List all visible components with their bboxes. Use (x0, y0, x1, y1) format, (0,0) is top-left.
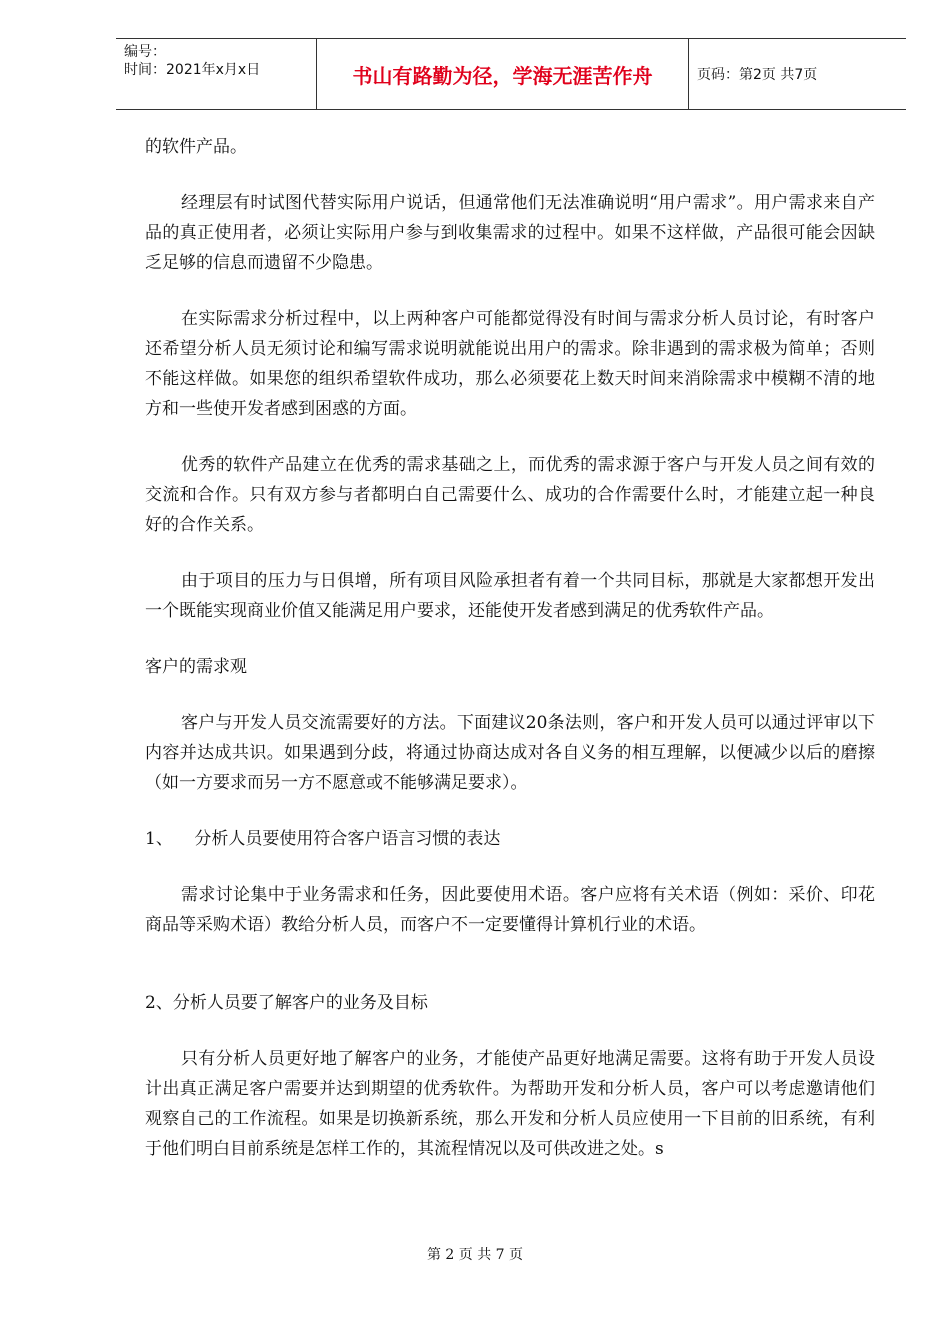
rule-heading-1: 1、 分析人员要使用符合客户语言习惯的表达 (145, 829, 501, 849)
rule-heading-2: 2、分析人员要了解客户的业务及目标 (145, 993, 428, 1013)
paragraph: 在实际需求分析过程中，以上两种客户可能都觉得没有时间与需求分析人员讨论，有时客户还希望分析人员无须讨论和编写需求说明就能说出用户的需求。除非遇到的需求极为简单；否则不能这样做。如果您的组织希望软件成功，那么必须要花上数天时间来消除需求中模糊不清的地方和一些使开发者感到困惑的方面。 (145, 309, 875, 419)
header-page-label: 页码：第2页 共7页 (697, 67, 818, 83)
header-meta (116, 39, 316, 109)
header-motto: 书山有路勤为径，学海无涯苦作舟 (316, 39, 689, 109)
spacer (145, 966, 875, 988)
paragraph: 优秀的软件产品建立在优秀的需求基础之上，而优秀的需求源于客户与开发人员之间有效的交流和合作。只有双方参与者都明白自己需要什么、成功的合作需要什么时，才能建立起一种良好的合作关系。 (145, 455, 875, 535)
page-footer: 第 2 页 共 7 页 (426, 1247, 524, 1263)
document-body (145, 132, 875, 1190)
paragraph: 需求讨论集中于业务需求和任务，因此要使用术语。客户应将有关术语（例如：采价、印花商品等采购术语）教给分析人员，而客户不一定要懂得计算机行业的术语。 (145, 885, 875, 935)
document-number-label: 编号： (124, 44, 166, 60)
paragraph: 的软件产品。 (145, 137, 247, 157)
paragraph: 经理层有时试图代替实际用户说话，但通常他们无法准确说明“用户需求”。用户需求来自产品的真正使用者，必须让实际用户参与到收集需求的过程中。如果不这样做，产品很可能会因缺乏足够的信息而遗留不少隐患。 (145, 193, 875, 273)
paragraph: 只有分析人员更好地了解客户的业务，才能使产品更好地满足需要。这将有助于开发人员设计出真正满足客户需要并达到期望的优秀软件。为帮助开发和分析人员，客户可以考虑邀请他们观察自己的工作流程。如果是切换新系统，那么开发和分析人员应使用一下目前的旧系统，有利于他们明白目前系统是怎样工作的，其流程情况以及可供改进之处。s (145, 1049, 875, 1159)
document-time-label: 时间：2021年x月x日 (124, 62, 261, 78)
page-header (116, 38, 906, 110)
section-title: 客户的需求观 (145, 657, 247, 677)
paragraph: 客户与开发人员交流需要好的方法。下面建议20条法则，客户和开发人员可以通过评审以下内容并达成共识。如果遇到分歧，将通过协商达成对各自义务的相互理解，以便减少以后的磨擦（如一方要求而另一方不愿意或不能够满足要求）。 (145, 713, 875, 793)
paragraph: 由于项目的压力与日俱增，所有项目风险承担者有着一个共同目标，那就是大家都想开发出一个既能实现商业价值又能满足用户要求，还能使开发者感到满足的优秀软件产品。 (145, 571, 875, 621)
